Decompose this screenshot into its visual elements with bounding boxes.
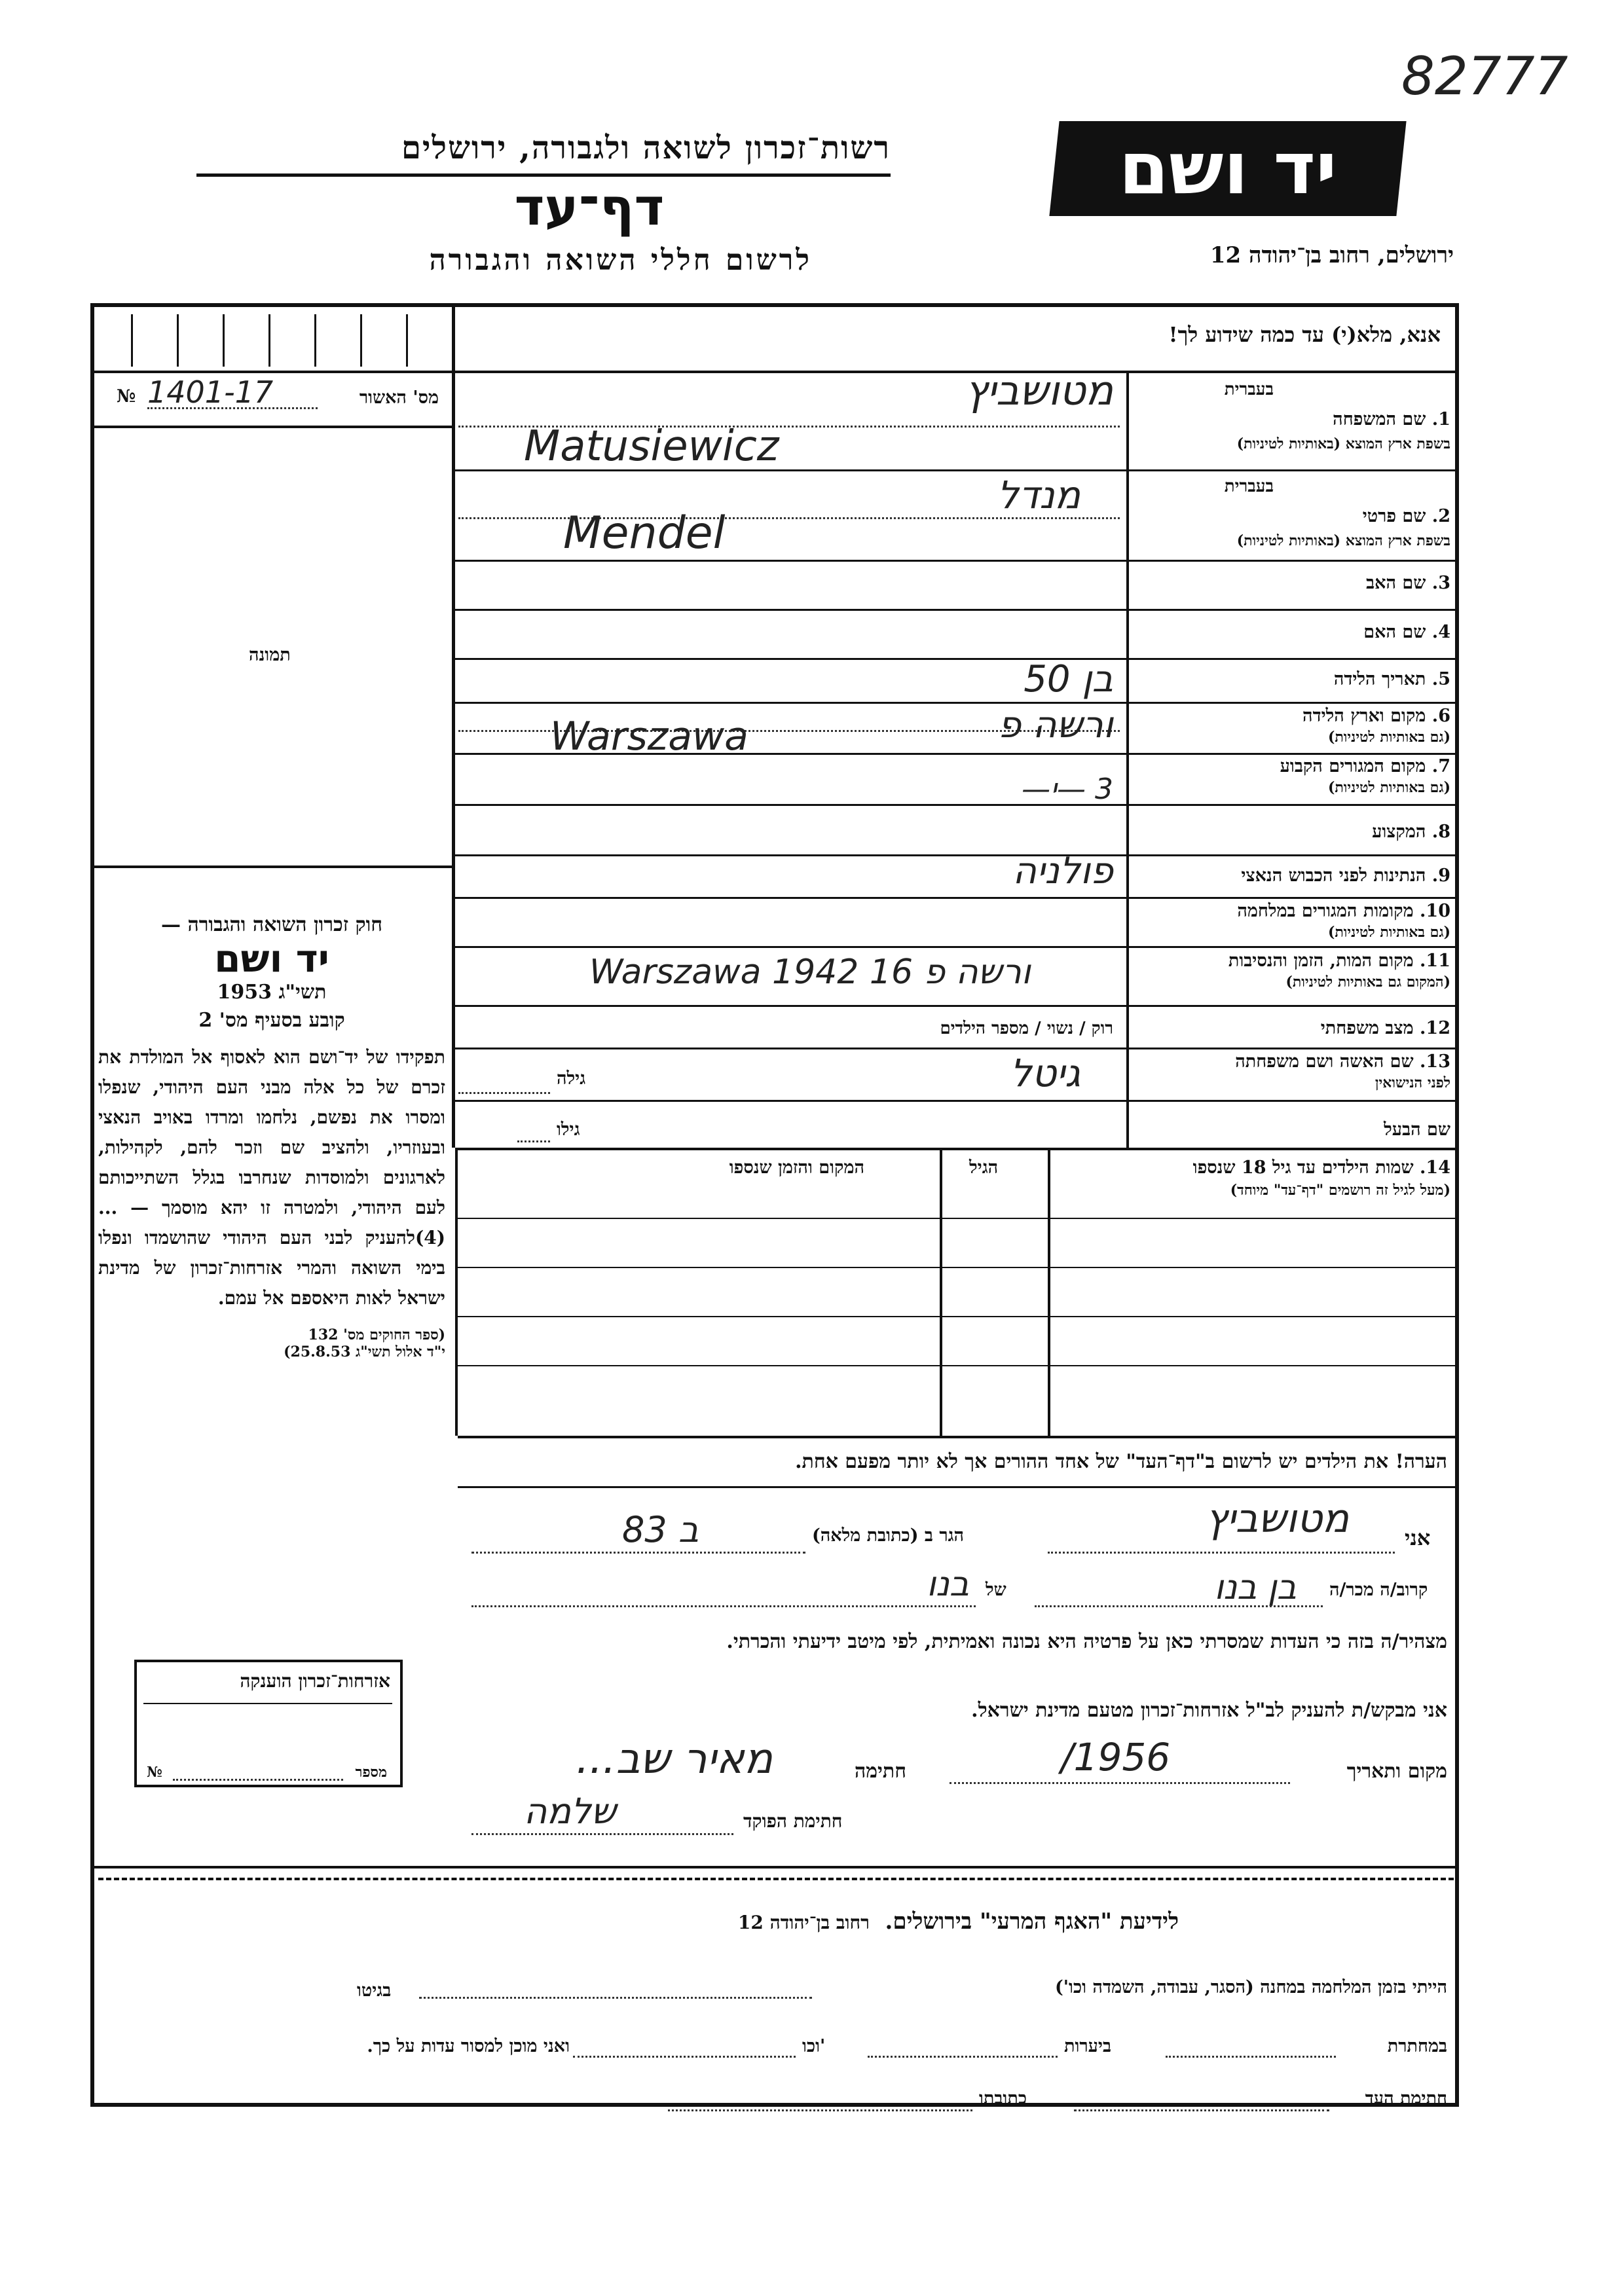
children-col-divider-1: [1048, 1148, 1050, 1436]
firstname-hebrew-value[interactable]: מנדל: [997, 473, 1080, 517]
field-residence: 7. מקום המגורים הקבוע (גם באותיות לטיניות): [1280, 756, 1450, 796]
footer-line2a: במחתרת: [1387, 2036, 1447, 2056]
field-profession: 8. המקצוע: [1372, 822, 1450, 842]
form-subtitle: לרשום חללי השואה והגבורה: [429, 244, 812, 277]
reg-no-prefix: №: [117, 386, 136, 407]
form-instruction: אנא, מלא(י) עד כמה שידוע לך!: [1168, 322, 1441, 347]
photo-label: תמונה: [249, 645, 291, 665]
children-header: 14. שמות הילדים עד גיל 18 שנספו (מעל לגיל זה רושמים "דף־עד" מיוחד): [1192, 1157, 1450, 1199]
footer-line1a: הייתי בזמן המלחמה במחנה (הסגר, עבודה, השמדה וכו'): [1054, 1977, 1447, 1997]
residence-value[interactable]: 3 —י—: [1022, 773, 1113, 806]
decl-signature: חתימה: [855, 1760, 906, 1783]
field-citizenship: 9. הנתינות לפני הכבוש הנאצי: [1241, 866, 1450, 886]
decl-officer-value[interactable]: שלמה: [524, 1791, 616, 1832]
decl-statement: מצהיר/ה בזה כי העדות שמסרתי כאן על פרטיה היא נכונה ואמיתית, לפי מיטב ידיעתי והכרתי.: [726, 1630, 1447, 1653]
yad-vashem-logo: [1049, 121, 1406, 216]
decl-signature-value[interactable]: מאיר שב...: [576, 1735, 773, 1783]
reg-divider: [90, 426, 452, 428]
birthplace-hebrew-value[interactable]: ורשה פ: [998, 704, 1113, 746]
field-husband: שם הבעל: [1384, 1120, 1450, 1140]
husband-age-label: גילו: [557, 1120, 580, 1140]
footer-title: לידיעת "האגף המרעי" בירושלים. רחוב בן־יהודה 12: [737, 1908, 1179, 1935]
decl-name-value[interactable]: מטושביץ: [1206, 1496, 1349, 1542]
note: הערה! את הילדים יש לרשום ב"דף־העד" של אחד ההורים אך לא יותר מפעם אחת.: [795, 1450, 1447, 1473]
decl-relative: קרוב/ה מכר/ה: [1329, 1580, 1428, 1600]
decl-place-date: מקום ותאריך: [1346, 1760, 1447, 1783]
children-col-divider-2: [940, 1148, 942, 1436]
field-birthplace: 6. מקום וארץ הלידה (גם באותיות לטיניות): [1302, 706, 1450, 746]
decl-of-value[interactable]: בנו: [926, 1565, 969, 1604]
wife-age-label: גילה: [557, 1068, 586, 1089]
children-age-header: הגיל: [969, 1157, 999, 1178]
authority-underline: [196, 173, 891, 177]
decl-officer: חתימת הפוקד: [743, 1810, 843, 1832]
decl-resident: הגר ב (כתובת מלאה): [812, 1525, 965, 1546]
birthdate-value[interactable]: בן 50: [1024, 658, 1113, 701]
death-value[interactable]: Warszawa ורשה פ 16 1942: [589, 953, 1031, 992]
law-text-block: חוק זכרון השואה והגבורה — יד ושם תשי"ג 1953 קובע בסעיף מס' 2 תפקידו של יד־ושם הוא לאסוף אל המולדת את זכרם של כל אלה מבני העם היהודי, שנפלו ומסרו את נפשם, נלחמו ומרדו באויב הנאצי ובעוזריו, ולהציב שם וזכר להם, לקהילות, לארגונים ולמוסדות שנחרבו בגלל השתייכותם לעם היהודי, ולמטרה זו יהא מוסמך — ...(4)להעניק לבני העם היהודי שהושמדו ונפלו בימי השואה והמרי אזרחות־זכרון של מדינת ישראל לאות היאספם אל עמם. (ספר החוקים מס' 132 י"ד אלול תשי"ג 25.8.53): [98, 913, 445, 1360]
surname-hebrew-value[interactable]: מטושביץ: [965, 367, 1113, 414]
field-wartime-residence: 10. מקומות המגורים במלחמה (גם באותיות לטיניות): [1237, 901, 1450, 941]
field-father: 3. שם האב: [1366, 573, 1450, 593]
field-family-status: 12. מצב משפחתי: [1320, 1018, 1450, 1038]
children-place-header: המקום והזמן שנספו: [729, 1157, 864, 1178]
firstname-latin-value[interactable]: Mendel: [563, 507, 726, 559]
field-birthdate: 5. תאריך הלידה: [1333, 669, 1450, 689]
footer-line2c: וכו': [802, 2036, 826, 2056]
left-column-divider: [452, 303, 455, 1148]
form-title: דף־עד: [514, 178, 665, 237]
citizenship-value[interactable]: פולניה: [1012, 850, 1113, 892]
wife-value[interactable]: גיטל: [1010, 1051, 1080, 1095]
authority-line: רשות־זכרון לשואה ולגבורה, ירושלים: [401, 130, 891, 166]
footer-line1b: בגיטו: [357, 1980, 392, 2001]
tally-boxes: [105, 314, 445, 367]
decl-request: אני מבקש/ת להעניק לב"ל אזרחות־זכרון מטעם מדינת ישראל.: [971, 1699, 1447, 1722]
reg-no-value[interactable]: 1401-17: [147, 374, 274, 410]
surname-latin-value[interactable]: Matusiewicz: [524, 422, 779, 471]
field-death: 11. מקום המות, הזמן והנסיבות (המקום גם באותיות לטיניות): [1228, 951, 1450, 991]
logo-text: יד ושם: [1118, 126, 1337, 210]
citizenship-box: אזרחות־זכרון הוענקה № מספר: [134, 1660, 403, 1787]
decl-ani: אני: [1405, 1525, 1431, 1550]
corner-number: 82777: [1401, 46, 1568, 107]
decl-place-date-value[interactable]: /1956: [1061, 1735, 1171, 1779]
reg-no-label: מס' האשור: [359, 388, 439, 408]
top-strip-divider: [90, 371, 1459, 373]
label-column-divider: [1126, 371, 1129, 1148]
field-mother: 4. שם האם: [1363, 622, 1450, 642]
decl-of: של: [986, 1580, 1006, 1600]
footer-line3a: חתימת העד: [1365, 2088, 1447, 2109]
decl-address-value[interactable]: ב 83: [622, 1509, 699, 1550]
cut-line: [98, 1878, 1454, 1880]
field-wife: 13. שם האשה ושם משפחתה לפני הנישואין: [1235, 1051, 1450, 1091]
footer-line2d: ואני מוכן למסור עדות על כך.: [367, 2036, 570, 2056]
footer-line3b: כתובתו: [979, 2088, 1027, 2109]
photo-divider: [90, 866, 452, 868]
family-status-options[interactable]: רוק / נשוי / מספר הילדים: [940, 1019, 1113, 1038]
decl-relative-value[interactable]: בן בנו: [1214, 1568, 1297, 1607]
children-left-border: [455, 1150, 458, 1436]
footer-line2b: ביערות: [1064, 2036, 1112, 2056]
birthplace-latin-value[interactable]: Warszawa: [550, 714, 748, 759]
address-line: ירושלים, רחוב בן־יהודה 12: [1209, 242, 1454, 268]
